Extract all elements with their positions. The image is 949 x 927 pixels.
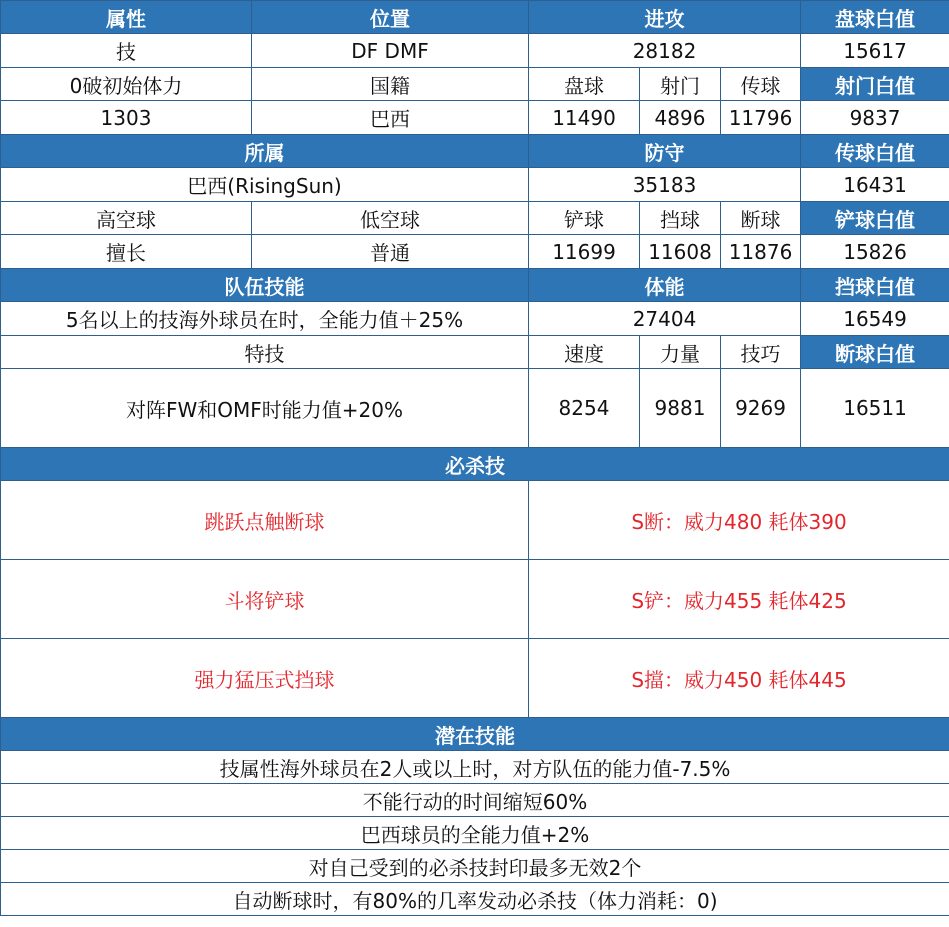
- block-value: 11608: [640, 235, 721, 269]
- attack-header: 进攻: [529, 1, 801, 34]
- team-skill-header: 队伍技能: [1, 269, 529, 302]
- dribble-label: 盘球: [529, 68, 640, 101]
- affiliation-header: 所属: [1, 135, 529, 168]
- special-move-detail: S擋：威力450 耗体445: [529, 639, 949, 718]
- special-value: 对阵FW和OMF时能力值+20%: [1, 369, 529, 448]
- pass-value: 11796: [721, 101, 801, 135]
- tackle-label: 铲球: [529, 202, 640, 235]
- pass-white-value: 16431: [801, 168, 949, 202]
- high-ball-label: 高空球: [1, 202, 252, 235]
- special-move-name: 强力猛压式挡球: [1, 639, 529, 718]
- team-skill-value: 5名以上的技海外球员在时，全能力值＋25%: [1, 302, 529, 336]
- speed-value: 8254: [529, 369, 640, 448]
- special-label: 特技: [1, 336, 529, 369]
- affiliation-value: 巴西(RisingSun): [1, 168, 529, 202]
- intercept-white-header: 断球白值: [801, 336, 949, 369]
- latent-skill-item: 不能行动的时间缩短60%: [1, 784, 949, 817]
- initial-stamina-value: 1303: [1, 101, 252, 135]
- latent-skill-item: 对自己受到的必杀技封印最多无效2个: [1, 850, 949, 883]
- special-moves-header: 必杀技: [1, 448, 949, 481]
- dribble-white-header: 盘球白值: [801, 1, 949, 34]
- block-label: 挡球: [640, 202, 721, 235]
- shoot-label: 射门: [640, 68, 721, 101]
- shoot-white-header: 射门白值: [801, 68, 949, 101]
- tackle-white-header: 铲球白值: [801, 202, 949, 235]
- latent-skills-header: 潜在技能: [1, 718, 949, 751]
- position-value: DF DMF: [252, 34, 529, 68]
- power-value: 9881: [640, 369, 721, 448]
- intercept-value: 11876: [721, 235, 801, 269]
- special-move-detail: S铲：威力455 耗体425: [529, 560, 949, 639]
- block-white-value: 16549: [801, 302, 949, 336]
- attack-value: 28182: [529, 34, 801, 68]
- latent-skill-item: 巴西球员的全能力值+2%: [1, 817, 949, 850]
- low-ball-value: 普通: [252, 235, 529, 269]
- special-move-name: 跳跃点触断球: [1, 481, 529, 560]
- dribble-value: 11490: [529, 101, 640, 135]
- latent-skill-item: 技属性海外球员在2人或以上时，对方队伍的能力值-7.5%: [1, 751, 949, 784]
- position-header: 位置: [252, 1, 529, 34]
- dribble-white-value: 15617: [801, 34, 949, 68]
- low-ball-label: 低空球: [252, 202, 529, 235]
- speed-label: 速度: [529, 336, 640, 369]
- shoot-value: 4896: [640, 101, 721, 135]
- special-move-name: 斗将铲球: [1, 560, 529, 639]
- special-move-detail: S断：威力480 耗体390: [529, 481, 949, 560]
- pass-white-header: 传球白值: [801, 135, 949, 168]
- intercept-white-value: 16511: [801, 369, 949, 448]
- nationality-label: 国籍: [252, 68, 529, 101]
- attribute-value: 技: [1, 34, 252, 68]
- defense-value: 35183: [529, 168, 801, 202]
- high-ball-value: 擅长: [1, 235, 252, 269]
- stamina-value: 27404: [529, 302, 801, 336]
- defense-header: 防守: [529, 135, 801, 168]
- initial-stamina-label: 0破初始体力: [1, 68, 252, 101]
- latent-skill-item: 自动断球时，有80%的几率发动必杀技（体力消耗：0): [1, 883, 949, 916]
- technique-value: 9269: [721, 369, 801, 448]
- shoot-white-value: 9837: [801, 101, 949, 135]
- tackle-value: 11699: [529, 235, 640, 269]
- stamina-header: 体能: [529, 269, 801, 302]
- block-white-header: 挡球白值: [801, 269, 949, 302]
- nationality-value: 巴西: [252, 101, 529, 135]
- technique-label: 技巧: [721, 336, 801, 369]
- attribute-header: 属性: [1, 1, 252, 34]
- pass-label: 传球: [721, 68, 801, 101]
- intercept-label: 断球: [721, 202, 801, 235]
- tackle-white-value: 15826: [801, 235, 949, 269]
- power-label: 力量: [640, 336, 721, 369]
